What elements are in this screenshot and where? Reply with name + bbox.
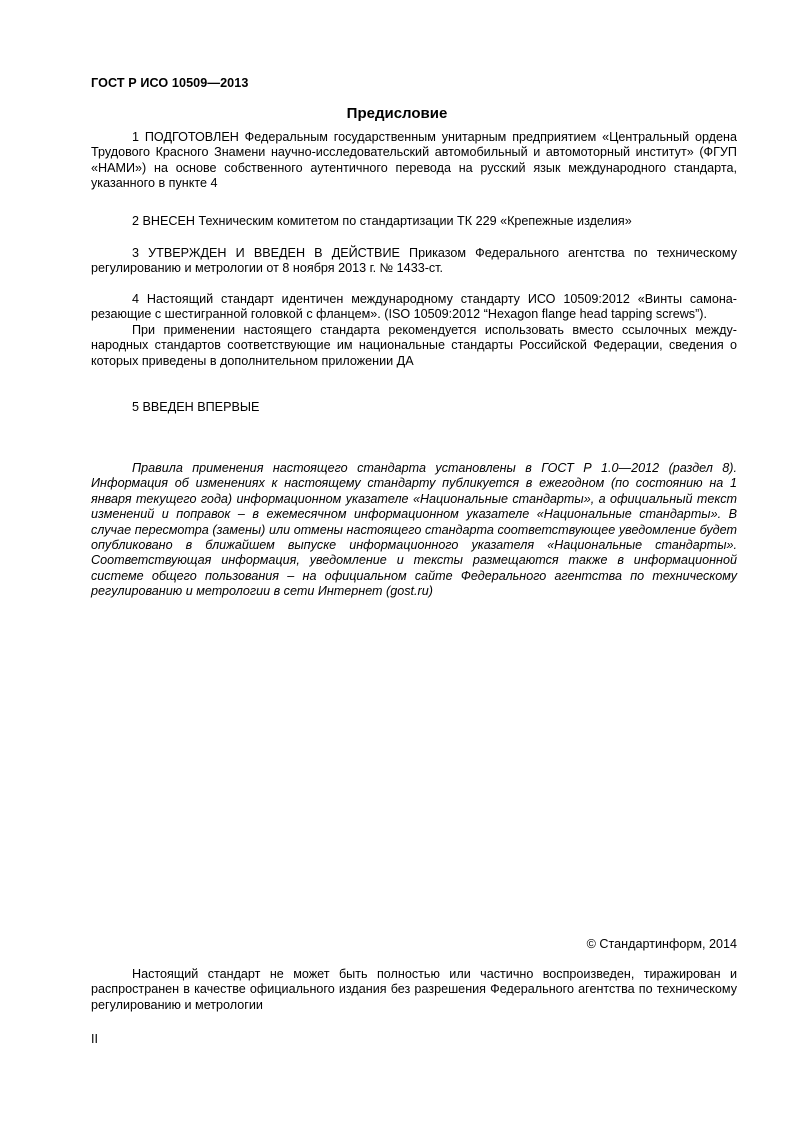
reproduction-notice: Настоящий стандарт не может быть полностью или частично воспроизведен, тиражирован и распространен в качестве официального издания без разрешения Федерального агентства по техническому регулированию и метрологии [91,967,737,1012]
foreword-item-4 [91,292,737,369]
copyright: © Стандартинформ, 2014 [586,937,737,951]
page-number: II [91,1032,98,1046]
reproduction-notice-block [91,967,737,1013]
document-code: ГОСТ Р ИСО 10509—2013 [91,76,249,90]
foreword-paragraph-4-note: При применении настоящего стандарта рекомендуется использовать вместо ссылочных международных стандартов соответствующие им национальные стандарты Российской Федерации, сведения о которых приведены в дополнительном приложении ДА [91,322,737,368]
foreword-paragraph-3: 3 УТВЕРЖДЕН И ВВЕДЕН В ДЕЙСТВИЕ Приказом Федерального агентства по техническому регулированию и метрологии от 8 ноября 2013 г. № 1433-ст. [91,246,737,276]
foreword-paragraph-4: 4 Настоящий стандарт идентичен международному стандарту ИСО 10509:2012 «Винты самонарезающие с шестигранной головкой с фланцем». (ISO 10509:2012 “Hexagon flange head tapping screws”). [91,292,737,322]
foreword-item-5 [91,400,737,415]
foreword-item-3 [91,246,737,277]
foreword-paragraph-5: 5 ВВЕДЕН ВПЕРВЫЕ [132,400,260,414]
rules-note: Правила применения настоящего стандарта установлены в ГОСТ Р 1.0—2012 (раздел 8). Информация об изменениях к настоящему стандарту публикуется в ежегодном (по состоянию на 1 января текущего года) информационном указателе «Национальные стандарты», а официальный текст изменений и поправок – в ежемесячном информационном указателе «Национальные стандарты». В случае пересмотра (замены) или отмены настоящего стандарта соответствующее уведомление будет опубликовано в ближайшем выпуске информационного указателя «Национальные стандарты». Соответствующая информация, уведомление и тексты размещаются также в информационной системе общего пользования – на официальном сайте Федерального агентства по техническому регулированию и метрологии в сети Интернет (gost.ru) [91,461,737,599]
foreword-item-1 [91,130,737,192]
foreword-paragraph-2: 2 ВНЕСЕН Техническим комитетом по стандартизации ТК 229 «Крепежные изделия» [132,214,632,228]
rules-note-block [91,461,737,600]
page-title: Предисловие [346,105,448,122]
foreword-item-2 [91,214,737,229]
foreword-paragraph-1: 1 ПОДГОТОВЛЕН Федеральным государственным унитарным предприятием «Центральный ордена Трудового Красного Знамени научно-исследовательский автомобильный и автомоторный институт» (ФГУП «НАМИ») на основе собственного аутентичного перевода на русский язык международного стандарта, указанного в пункте 4 [91,130,737,191]
